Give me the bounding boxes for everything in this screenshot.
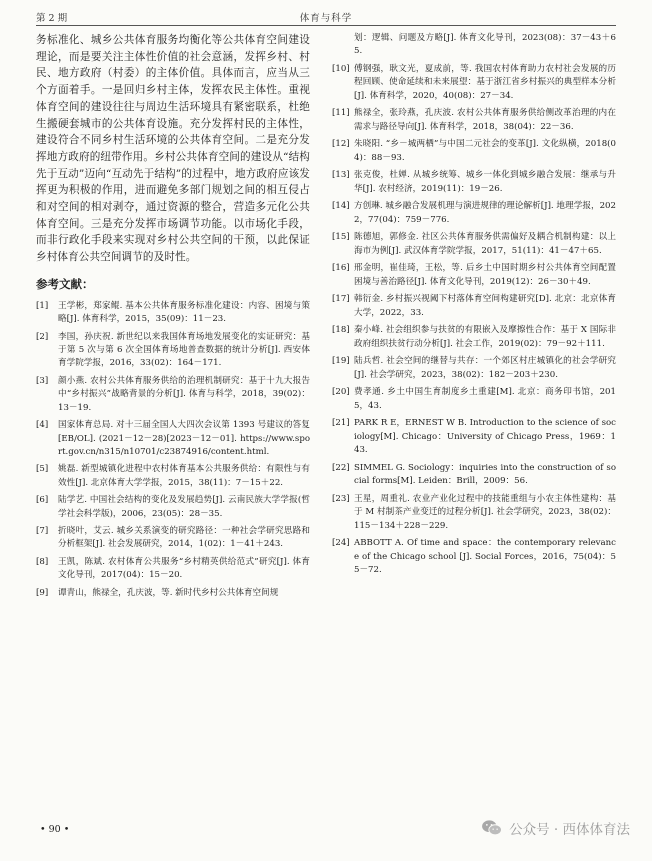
reference-text: 折晓叶，艾云. 城乡关系演变的研究路径：一种社会学研究思路和分析框架[J]. 社会发展研究，2014，1(02)：1－41＋243. [58,525,310,550]
reference-text: PARK R E，ERNEST W B. Introduction to the science of sociology[M]. Chicago：University of Chicago Press，1969：143. [354,418,616,456]
reference-number: [19] [332,356,350,367]
reference-number: [17] [332,294,350,305]
reference-item [332,324,616,351]
reference-number: [21] [332,418,350,429]
reference-item [36,587,310,600]
header-rule [36,25,616,26]
reference-number: [16] [332,263,350,274]
reference-number: [4] [36,420,49,431]
reference-text: 陈德旭，郭修金. 社区公共体育服务供需偏好及耦合机制构建：以上海市为例[J]. 武汉体育学院学报，2017，51(11)：41－47＋65. [354,232,616,256]
reference-text: ABBOTT A. Of time and space：the contemporary relevance of the Chicago school [J]. Social Forces，2016，75(04)：55－72. [354,538,616,576]
reference-item [332,169,616,196]
reference-number: [13] [332,170,350,181]
reference-text: 姚磊. 新型城镇化进程中农村体育基本公共服务供给：有限性与有效性[J]. 北京体育大学学报，2015，38(11)：7－15＋22. [58,464,310,488]
reference-item [36,375,310,415]
wechat-icon [481,819,503,837]
reference-number: [8] [36,556,49,567]
reference-number: [12] [332,139,350,150]
reference-text: 颜小燕. 农村公共体育服务供给的治理机制研究：基于十九大报告中“乡村振兴”战略背景的分析[J]. 体育与科学，2018，39(02)：13－19. [58,375,310,413]
reference-text: 朱晓阳. “乡－城两栖”与中国二元社会的变革[J]. 文化纵横，2018(04)：88－93. [354,139,616,163]
reference-item [332,262,616,289]
reference-text: 陆兵哲. 社会空间的继替与共存：一个郊区村庄城镇化的社会学研究[J]. 社会学研究，2023，38(02)：182－203＋230. [354,356,616,380]
reference-item [36,525,310,552]
references-heading: 参考文献： [36,276,94,291]
reference-continuation: 划：逻辑、问题及方略[J]. 体育文化导刊，2023(08)：37－43＋65. [354,33,616,57]
reference-text: 谭青山，熊禄全，孔庆波，等. 新时代乡村公共体育空间规 [58,587,279,598]
reference-number: [22] [332,462,350,473]
reference-text: 李国，孙庆祝. 新世纪以来我国体育场地发展变化的实证研究：基于第 5 次与第 6 次全国体育场地普查数据的统计分析[J]. 西安体育学院学报，2016，33(02)：164－171. [58,331,310,369]
reference-item [332,462,616,489]
reference-number: [18] [332,325,350,336]
reference-number: [3] [36,375,49,386]
reference-text: SIMMEL G. Sociology：inquiries into the construction of social forms[M]. Leiden：Brill，2009：56. [354,462,616,487]
reference-item [36,556,310,583]
reference-item [332,386,616,413]
reference-text: 陆学艺. 中国社会结构的变化及发展趋势[J]. 云南民族大学学报(哲学社会科学版)，2006，23(05)：28－35. [58,495,310,519]
journal-title: 体育与科学 [299,13,353,24]
references-list-left [36,300,310,600]
reference-text: 张克俊，杜婵. 从城乡统筹、城乡一体化到城乡融合发展：继承与升华[J]. 农村经济，2019(11)：19－26. [354,170,616,194]
reference-text: 王学彬，郑家鲲. 基本公共体育服务标准化建设：内容、困境与策略[J]. 体育科学，2015，35(09)：11－23. [58,300,310,325]
reference-number: [15] [332,232,350,243]
reference-text: 熊禄全，张玲燕，孔庆波. 农村公共体育服务供给侧改革治理的内在需求与路径导向[J]. 体育科学，2018，38(04)：22－36. [354,108,616,132]
reference-item [332,293,616,320]
reference-text: 韩衍金. 乡村振兴视阈下村落体育空间构建研究[D]. 北京：北京体育大学，2022，33. [354,294,616,318]
reference-text: 王凯，陈斌. 农村体育公共服务“乡村精英供给范式”研究[J]. 体育文化导刊，2017(04)：15－20. [58,556,310,581]
issue-number: 第 2 期 [36,13,68,24]
reference-item [36,463,310,490]
reference-number: [14] [332,201,350,212]
reference-text: 秦小峰. 社会组织参与扶贫的有限嵌入及摩擦性合作：基于 X 国际非政府组织扶贫行动分析[J]. 社会工作，2019(02)：79－92＋111. [354,325,616,349]
reference-item [332,355,616,382]
left-column [36,32,310,604]
reference-number: [11] [332,108,350,119]
right-column [332,32,616,582]
reference-item [332,231,616,258]
reference-item [36,300,310,327]
reference-number: [20] [332,387,350,398]
reference-number: [1] [36,300,49,311]
watermark [481,818,630,838]
reference-text: 傅钢强，耿文光，夏成前，等. 我国农村体育助力农村社会发展的历程回顾、使命延续和未来展望：基于浙江省乡村振兴的典型样本分析[J]. 体育科学，2020，40(08)：27－34. [354,64,616,101]
reference-item [36,494,310,521]
reference-item [332,417,616,457]
reference-item [332,138,616,165]
reference-text: 方创琳. 城乡融合发展机理与演进规律的理论解析[J]. 地理学报，2022，77(04)：759－776. [354,201,616,225]
reference-item [332,107,616,134]
reference-number: [6] [36,495,49,506]
reference-item [36,419,310,459]
reference-number: [7] [36,525,49,536]
reference-text: 邢金明，崔佳琦，王松，等. 后乡土中国时期乡村公共体育空间配置困境与善治路径[J]. 体育文化导刊，2019(12)：26－30＋49. [354,263,616,287]
reference-number: [23] [332,493,350,504]
references-list-right [332,63,616,577]
watermark-text: 公众号 · 西体体育法 [509,822,630,838]
reference-number: [9] [36,587,49,598]
reference-text: 国家体育总局. 对十三届全国人大四次会议第 1393 号建议的答复[EB/OL]. (2021－12－28)[2023－12－01]. https://www.sport.gov.cn/n315/n10701/c23874916/content.html. [58,420,310,457]
reference-text: 王星，周重礼. 农业产业化过程中的技能重组与小农主体性建构：基于 M 村制茶产业变迁的过程分析[J]. 社会学研究，2023，38(02)：115－134＋228－229. [354,493,616,531]
reference-item [332,63,616,103]
reference-item [36,331,310,371]
reference-number: [2] [36,331,49,342]
body-paragraph: 务标准化、城乡公共体育服务均衡化等公共体育空间建设理论，而是要关注主体性价值的社会意涵，发挥乡村、村民、地方政府（村委）的主体价值。具体而言，应当从三个方面着手。一是回归乡村主体，发挥农民主体性。重视体育空间的建设往往与周边生活环境具有紧密联系，杜绝生搬硬套城市的公共体育设施。充分发挥村民的主体性，建设符合不同乡村生活环境的公共体育空间。二是充分发挥地方政府的纽带作用。乡村公共体育空间的建设从“结构先于互动”迈向“互动先于结构”的过程中，地方政府应该发挥更为积极的作用，进而避免多部门规划之间的相互侵占和对空间的相对剥夺，通过资源的整合，营造多元化公共体育空间。三是充分发挥市场调节功能。以市场化手段，而非行政化手段来实现对乡村公共空间的干预，以此保证乡村体育公共空间调节的及时性。 [36,34,310,264]
reference-number: [10] [332,64,350,74]
page-number: • 90 • [40,824,70,835]
reference-number: [24] [332,538,350,549]
reference-text: 费孝通. 乡土中国生育制度乡土重建[M]. 北京：商务印书馆，2015，43. [354,387,616,411]
reference-item [332,493,616,533]
reference-item [332,200,616,227]
reference-item [332,537,616,577]
reference-number: [5] [36,464,49,475]
